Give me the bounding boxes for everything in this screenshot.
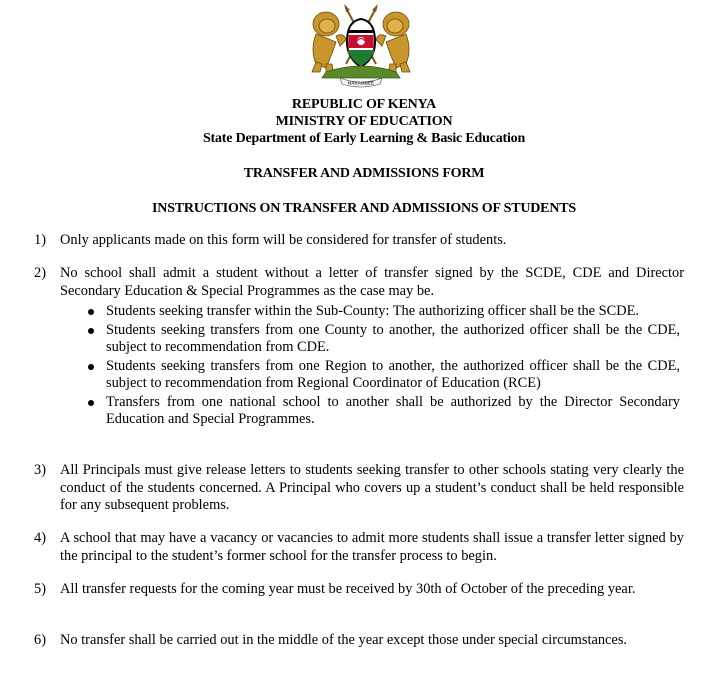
instruction-item — [34, 265, 684, 300]
instruction-text: No school shall admit a student without a letter of transfer signed by the SCDE, CDE and Director Secondary Education & Special Programmes as the case may be. — [60, 265, 684, 299]
instruction-text: All Principals must give release letters to students seeking transfer to other schools stating very clearly the conduct of the students concerned. A Principal who covers up a student’s conduct shall be held responsible for any subsequent problems. — [60, 462, 684, 513]
instruction-item — [34, 462, 684, 515]
instruction-item — [34, 632, 684, 650]
bullet-text: Students seeking transfers from one Region to another, the authorized officer shall be the CDE, subject to recommendation from Regional Coordinator of Education (RCE) — [106, 357, 680, 391]
bullet-text: Transfers from one national school to another shall be authorized by the Director Secondary Education and Special Programmes. — [106, 393, 680, 427]
instruction-item — [34, 530, 684, 565]
instruction-text: Only applicants made on this form will be considered for transfer of students. — [60, 232, 507, 248]
bullet-icon — [88, 364, 94, 370]
list-item — [86, 358, 680, 393]
bullet-list — [86, 303, 680, 430]
header-country: REPUBLIC OF KENYA — [291, 97, 437, 112]
crest-motto: HARAMBEE — [347, 80, 375, 86]
bullet-text: Students seeking transfer within the Sub-County: The authorizing officer shall be the SCDE. — [106, 303, 640, 319]
bullet-icon — [88, 328, 94, 334]
header-ministry: MINISTRY OF EDUCATION — [275, 114, 453, 129]
instruction-text: No transfer shall be carried out in the middle of the year except those under special circumstances. — [60, 632, 628, 648]
instruction-item — [34, 232, 684, 250]
header-department: State Department of Early Learning & Basic Education — [202, 131, 526, 146]
bullet-icon — [88, 400, 94, 406]
instruction-text: All transfer requests for the coming year must be received by 30th of October of the preceding year. — [60, 581, 636, 597]
coat-of-arms-icon — [296, 2, 426, 88]
form-title: TRANSFER AND ADMISSIONS FORM — [243, 166, 485, 181]
instruction-number: 3) — [34, 462, 46, 478]
list-item — [86, 303, 680, 321]
instruction-number: 1) — [34, 232, 46, 248]
list-item — [86, 394, 680, 429]
bullet-text: Students seeking transfers from one County to another, the authorized officer shall be the CDE, subject to recommendation from CDE. — [106, 321, 680, 355]
instruction-text: A school that may have a vacancy or vacancies to admit more students shall issue a transfer letter signed by the principal to the student’s former school for the transfer process to begin. — [60, 530, 684, 564]
instruction-number: 4) — [34, 530, 46, 546]
instruction-number: 2) — [34, 265, 46, 281]
instructions-title: INSTRUCTIONS ON TRANSFER AND ADMISSIONS OF STUDENTS — [152, 201, 576, 216]
instruction-item — [34, 581, 684, 599]
list-item — [86, 322, 680, 357]
bullet-icon — [88, 309, 94, 315]
instruction-number: 5) — [34, 581, 46, 597]
instruction-number: 6) — [34, 632, 46, 648]
